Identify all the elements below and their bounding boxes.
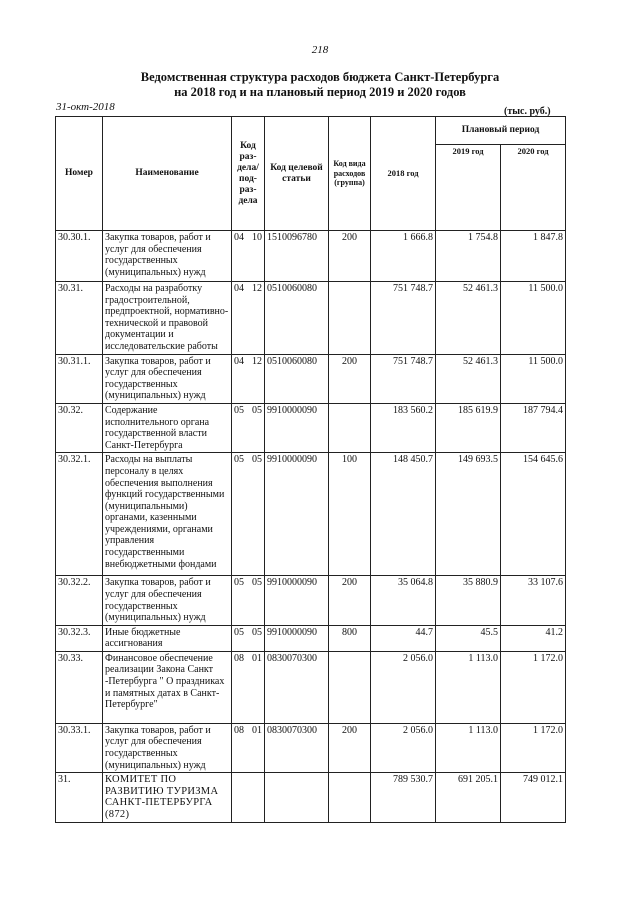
cell-2018: 751 748.7 [371, 354, 436, 403]
page-number: 218 [311, 44, 329, 56]
cell-target [265, 773, 329, 822]
cell-2020: 11 500.0 [501, 354, 566, 403]
subsection-code: 10 [252, 232, 262, 243]
table-row [56, 453, 566, 576]
budget-table [55, 116, 566, 823]
cell-number: 30.33.1. [56, 723, 103, 772]
cell-2019: 1 754.8 [436, 231, 501, 282]
section-code: 05 [234, 454, 244, 466]
cell-2019: 52 461.3 [436, 282, 501, 355]
cell-2019: 691 205.1 [436, 773, 501, 822]
subsection-code: 05 [252, 454, 262, 466]
section-code: 04 [234, 232, 244, 243]
cell-2019: 52 461.3 [436, 354, 501, 403]
cell-expense-type: 200 [329, 231, 371, 282]
cell-name: Закупка товаров, работ и услуг для обеспечения государственных (муниципальных) нужд [103, 231, 232, 282]
table-row [56, 625, 566, 651]
cell-section [232, 773, 265, 822]
table-row [56, 576, 566, 625]
cell-number: 30.33. [56, 651, 103, 723]
cell-2018: 2 056.0 [371, 651, 436, 723]
cell-2020: 1 172.0 [501, 723, 566, 772]
cell-2020: 154 645.6 [501, 453, 566, 576]
cell-target: 9910000090 [265, 403, 329, 452]
cell-name: Содержание исполнительного органа государственной власти Санкт-Петербурга [103, 403, 232, 452]
cell-target: 0510060080 [265, 354, 329, 403]
cell-number: 30.32.3. [56, 625, 103, 651]
cell-2018: 183 560.2 [371, 403, 436, 452]
cell-number: 30.30.1. [56, 231, 103, 282]
cell-name: КОМИТЕТ ПО РАЗВИТИЮ ТУРИЗМА САНКТ-ПЕТЕРБУРГА (872) [103, 773, 232, 822]
cell-2018: 789 530.7 [371, 773, 436, 822]
cell-name: Финансовое обеспечение реализации Закона Санкт -Петербурга " О праздниках и памятных датах в Санкт-Петербурге" [103, 651, 232, 723]
table-row [56, 773, 566, 822]
cell-2020: 33 107.6 [501, 576, 566, 625]
cell-2018: 751 748.7 [371, 282, 436, 355]
subsection-code: 12 [252, 283, 262, 294]
document-title [0, 70, 640, 100]
subsection-code: 05 [252, 404, 262, 416]
cell-name: Закупка товаров, работ и услуг для обеспечения государственных (муниципальных) нужд [103, 576, 232, 625]
section-code: 05 [234, 626, 244, 638]
cell-number: 30.31. [56, 282, 103, 355]
header-number: Номер [56, 117, 103, 231]
cell-target: 9910000090 [265, 576, 329, 625]
subsection-code: 01 [252, 652, 262, 664]
table-row [56, 403, 566, 452]
header-planned: Плановый период [436, 117, 566, 145]
cell-section [232, 625, 265, 651]
table-row [56, 354, 566, 403]
cell-section [232, 282, 265, 355]
cell-2019: 45.5 [436, 625, 501, 651]
cell-expense-type [329, 651, 371, 723]
section-code: 05 [234, 577, 244, 589]
cell-name: Закупка товаров, работ и услуг для обеспечения государственных (муниципальных) нужд [103, 723, 232, 772]
cell-expense-type: 200 [329, 576, 371, 625]
section-code: 04 [234, 283, 244, 294]
header-name: Наименование [103, 117, 232, 231]
header-expense: Код вида расходов (группа) [329, 117, 371, 231]
cell-target: 9910000090 [265, 625, 329, 651]
cell-2019: 1 113.0 [436, 651, 501, 723]
cell-target: 1510096780 [265, 231, 329, 282]
cell-expense-type: 800 [329, 625, 371, 651]
cell-2020: 187 794.4 [501, 403, 566, 452]
cell-2020: 1 172.0 [501, 651, 566, 723]
cell-expense-type: 200 [329, 354, 371, 403]
units-label: (тыс. руб.) [504, 106, 551, 117]
header-2018: 2018 год [371, 117, 436, 231]
cell-number: 30.32.2. [56, 576, 103, 625]
document-date: 31-окт-2018 [56, 101, 115, 113]
cell-expense-type: 100 [329, 453, 371, 576]
cell-section [232, 453, 265, 576]
cell-2018: 44.7 [371, 625, 436, 651]
cell-name: Расходы на разработку градостроительной, предпроектной, нормативно-технической и правовой документации и исследовательские работы [103, 282, 232, 355]
cell-2020: 1 847.8 [501, 231, 566, 282]
table-row [56, 723, 566, 772]
cell-section [232, 403, 265, 452]
cell-2019: 185 619.9 [436, 403, 501, 452]
cell-target: 9910000090 [265, 453, 329, 576]
section-code: 05 [234, 404, 244, 416]
subsection-code: 05 [252, 577, 262, 589]
table-row [56, 282, 566, 355]
cell-2018: 148 450.7 [371, 453, 436, 576]
header-2020: 2020 год [501, 145, 566, 231]
cell-target: 0510060080 [265, 282, 329, 355]
section-code: 08 [234, 652, 244, 664]
title-line-2: на 2018 год и на плановый период 2019 и 2020 годов [174, 85, 466, 99]
cell-expense-type [329, 282, 371, 355]
cell-2020: 749 012.1 [501, 773, 566, 822]
header-2019: 2019 год [436, 145, 501, 231]
cell-number: 31. [56, 773, 103, 822]
cell-target: 0830070300 [265, 723, 329, 772]
subsection-code: 05 [252, 626, 262, 638]
title-line-1: Ведомственная структура расходов бюджета Санкт-Петербурга [140, 70, 500, 84]
cell-number: 30.32. [56, 403, 103, 452]
table-row [56, 651, 566, 723]
cell-2018: 35 064.8 [371, 576, 436, 625]
cell-section [232, 723, 265, 772]
cell-2020: 41.2 [501, 625, 566, 651]
cell-target: 0830070300 [265, 651, 329, 723]
cell-expense-type: 200 [329, 723, 371, 772]
cell-2019: 35 880.9 [436, 576, 501, 625]
cell-expense-type [329, 773, 371, 822]
cell-name: Закупка товаров, работ и услуг для обеспечения государственных (муниципальных) нужд [103, 354, 232, 403]
cell-section [232, 231, 265, 282]
subsection-code: 01 [252, 724, 262, 736]
section-code: 04 [234, 355, 244, 367]
table-row [56, 231, 566, 282]
cell-2019: 149 693.5 [436, 453, 501, 576]
section-code: 08 [234, 724, 244, 736]
cell-name: Расходы на выплаты персоналу в целях обеспечения выполнения функций государственными (муниципальными) органами, казенными учреждениями, органами управления государственными внебюджетными фондами [103, 453, 232, 576]
cell-2020: 11 500.0 [501, 282, 566, 355]
cell-section [232, 651, 265, 723]
cell-section [232, 576, 265, 625]
header-section: Код раз- дела/ под- раз- дела [232, 117, 265, 231]
subsection-code: 12 [252, 355, 262, 367]
cell-section [232, 354, 265, 403]
cell-name: Иные бюджетные ассигнования [103, 625, 232, 651]
cell-2019: 1 113.0 [436, 723, 501, 772]
cell-2018: 2 056.0 [371, 723, 436, 772]
cell-number: 30.31.1. [56, 354, 103, 403]
cell-number: 30.32.1. [56, 453, 103, 576]
cell-expense-type [329, 403, 371, 452]
cell-2018: 1 666.8 [371, 231, 436, 282]
header-target: Код целевой статьи [265, 117, 329, 231]
